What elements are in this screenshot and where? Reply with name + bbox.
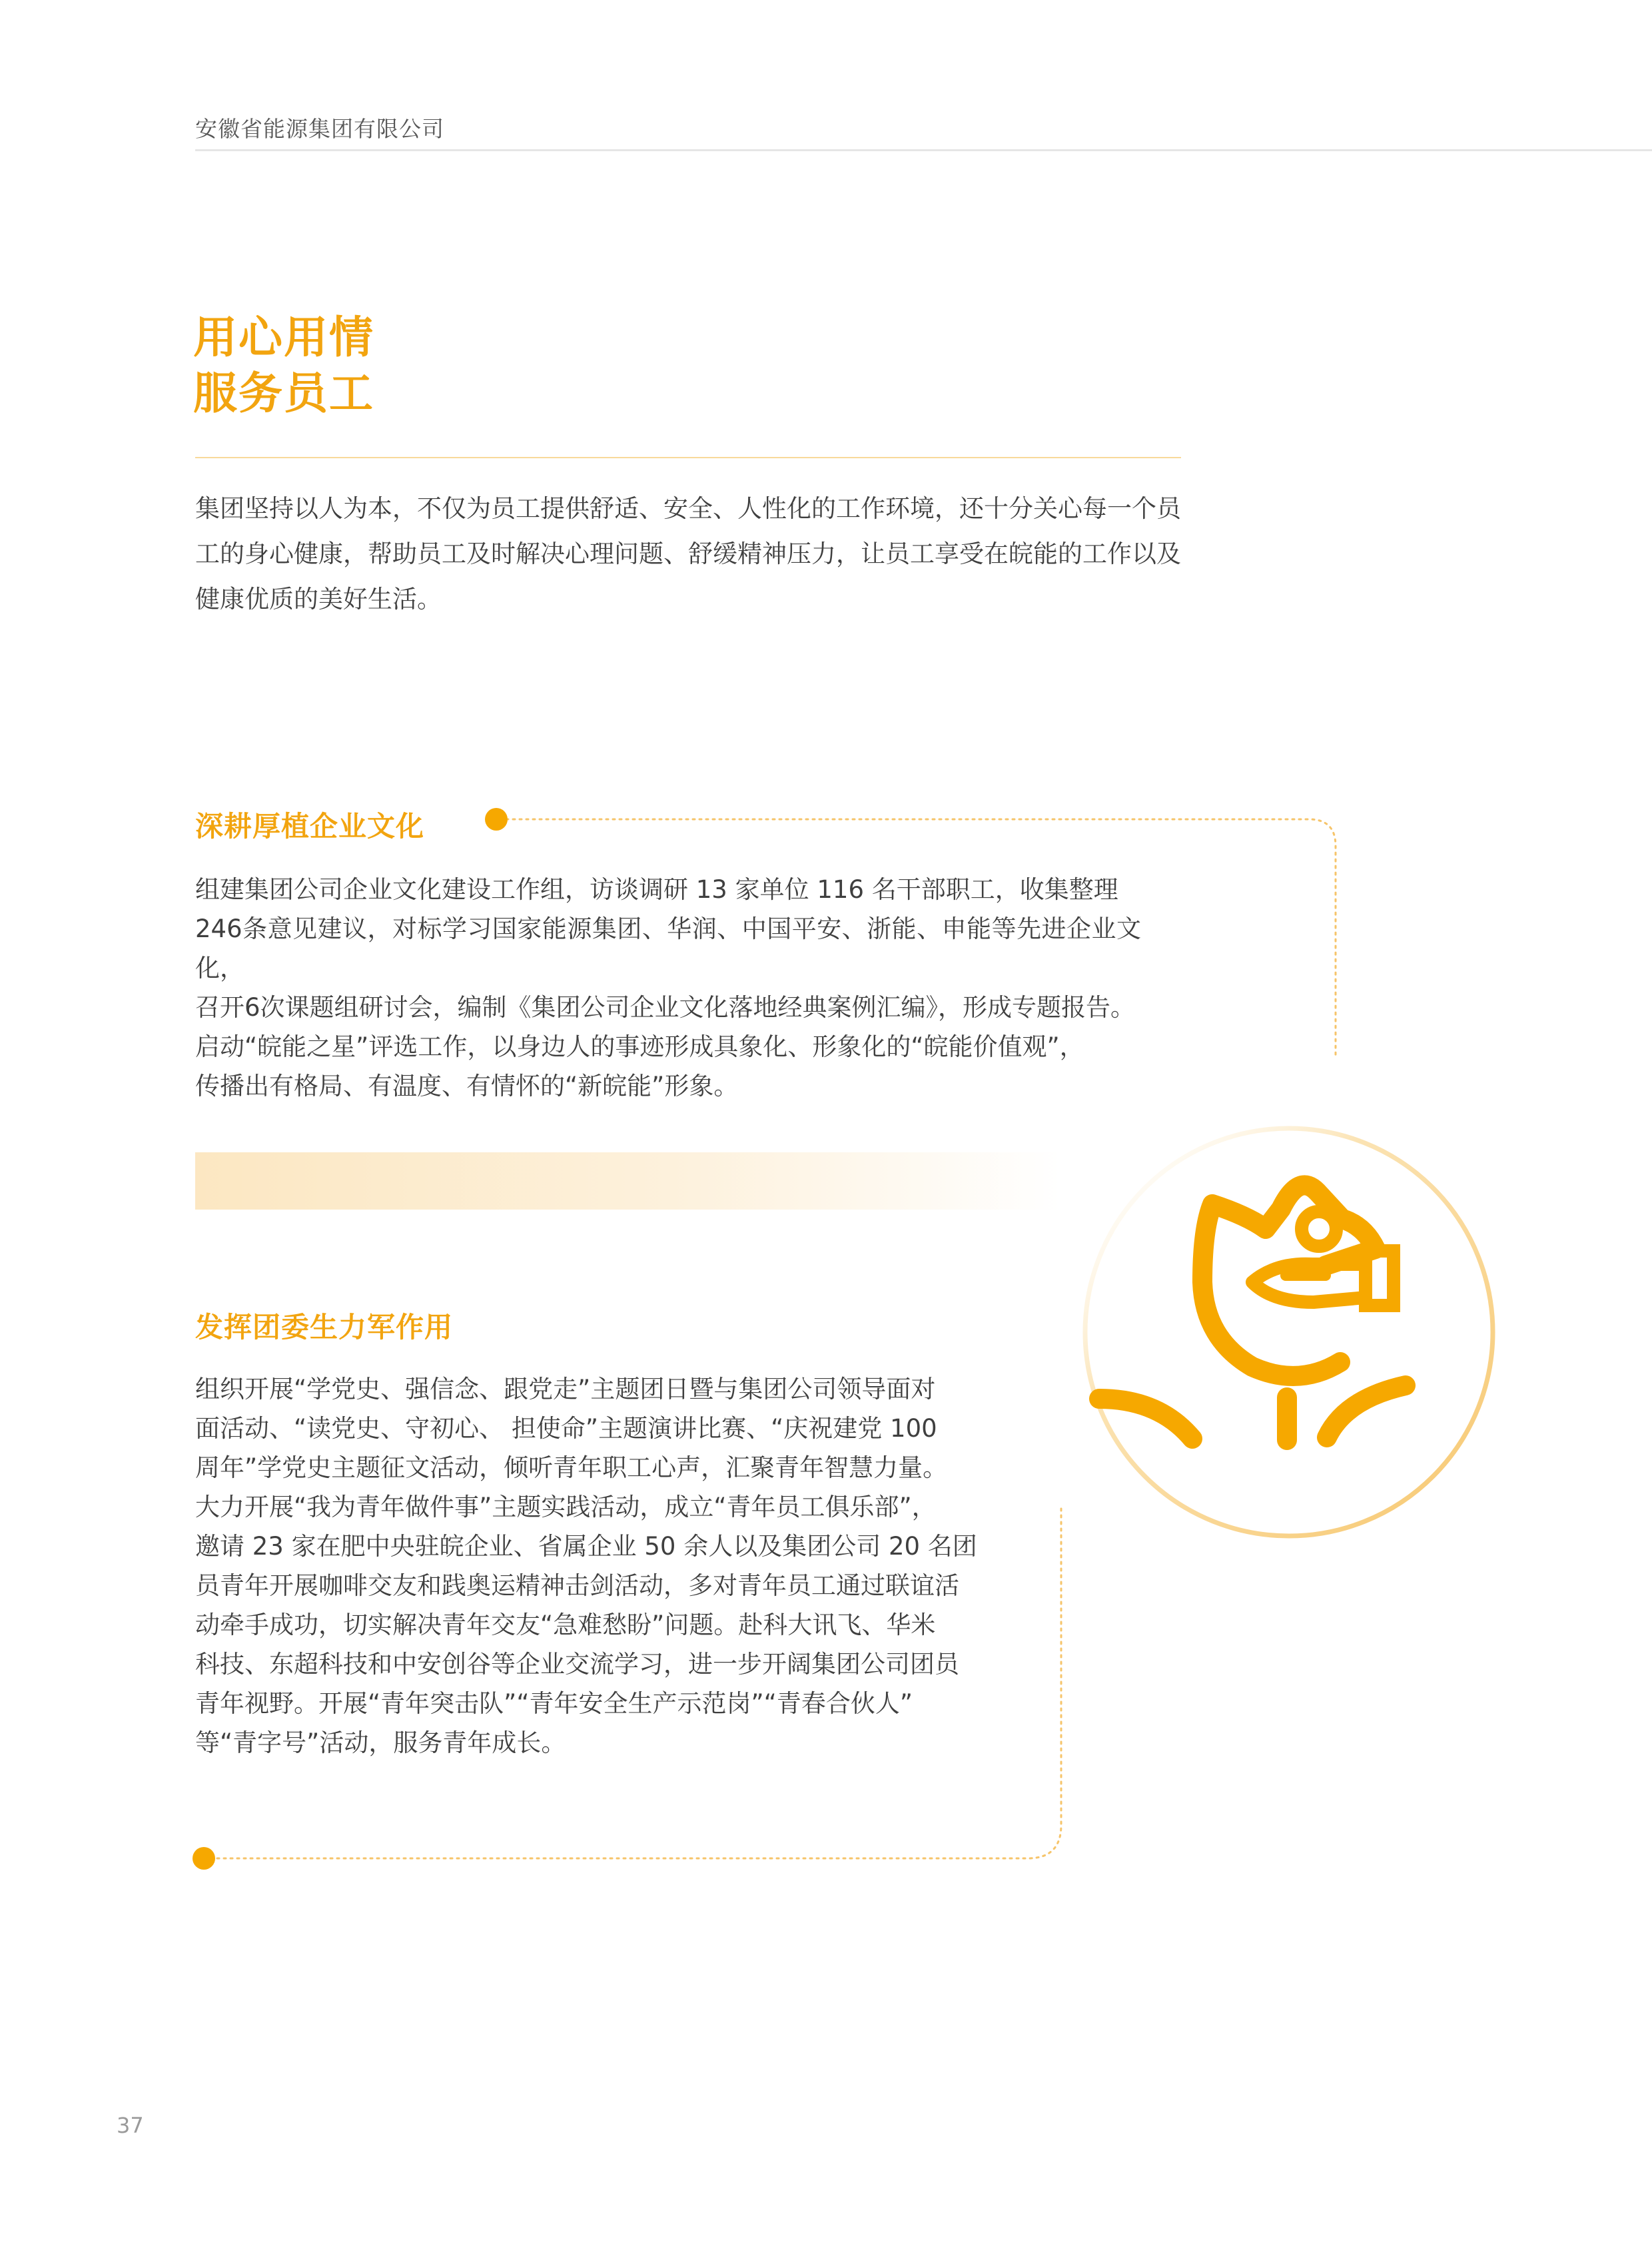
page-title-line-2: 服务员工 [193,368,374,419]
company-name: 安徽省能源集团有限公司 [195,116,444,142]
section-body-youth-league [195,1369,1081,1762]
tulip-hand-care-icon [1052,1119,1519,1572]
decorative-gradient-band [195,1152,1061,1210]
intro-line: 工的身心健康，帮助员工及时解决心理问题、舒缓精神压力，让员工享受在皖能的工作以及 [195,540,1181,568]
body-line: 科技、东超科技和中安创谷等企业交流学习，进一步开阔集团公司团员 [195,1650,959,1679]
body-line: 组织开展“学党史、强信念、跟党走”主题团日暨与集团公司领导面对 [195,1375,936,1403]
intro-line: 健康优质的美好生活。 [195,585,442,613]
body-line: 动牵手成功，切实解决青年交友“急难愁盼”问题。赴科大讯飞、华米 [195,1611,936,1639]
section-title-culture: 深耕厚植企业文化 [195,810,425,843]
body-line: 邀请 23 家在肥中央驻皖企业、省属企业 50 余人以及集团公司 20 名团 [195,1532,977,1561]
section-body-culture [195,870,1141,1106]
body-line: 246条意见建议，对标学习国家能源集团、华润、中国平安、浙能、申能等先进企业文化， [195,915,1141,982]
intro-line: 集团坚持以人为本，不仅为员工提供舒适、安全、人性化的工作环境，还十分关心每一个员 [195,494,1181,523]
body-line: 大力开展“我为青年做件事”主题实践活动，成立“青年员工俱乐部”， [195,1493,937,1521]
body-line: 员青年开展咖啡交友和践奥运精神击剑活动，多对青年员工通过联谊活 [195,1571,959,1600]
body-line: 召开6次课题组研讨会，编制《集团公司企业文化落地经典案例汇编》，形成专题报告。 [195,993,1136,1022]
body-line: 等“青字号”活动，服务青年成长。 [195,1728,566,1757]
section-marker-dot [485,808,508,831]
section-title-youth-league: 发挥团委生力军作用 [195,1311,454,1343]
body-line: 周年”学党史主题征文活动，倾听青年职工心声，汇聚青年智慧力量。 [195,1453,948,1482]
body-line: 组建集团公司企业文化建设工作组，访谈调研 13 家单位 116 名干部职工，收集整理 [195,875,1118,904]
body-line: 启动“皖能之星”评选工作，以身边人的事迹形成具象化、形象化的“皖能价值观”， [195,1032,1084,1061]
body-line: 传播出有格局、有温度、有情怀的“新皖能”形象。 [195,1072,739,1100]
page-title-line-1: 用心用情 [193,312,374,363]
body-line: 青年视野。开展“青年突击队”“青年安全生产示范岗”“青春合伙人” [195,1689,913,1718]
section-end-marker-dot [193,1847,215,1870]
body-line: 面活动、“读党史、守初心、 担使命”主题演讲比赛、“庆祝建党 100 [195,1414,937,1443]
page-number: 37 [117,2113,144,2138]
